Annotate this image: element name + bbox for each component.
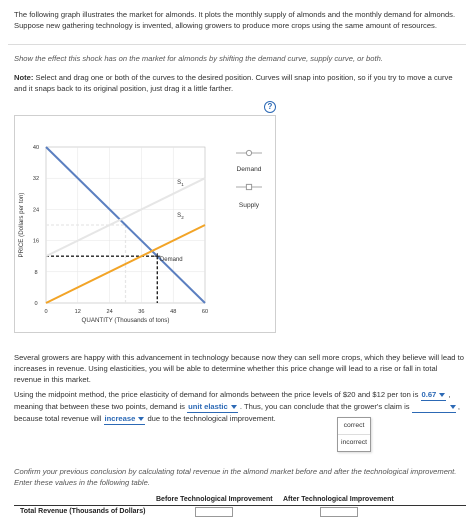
supply-demand-chart — [14, 115, 276, 333]
note-text — [14, 72, 466, 94]
note-label: Note: — [14, 73, 34, 82]
table-header-before: Before Technological Improvement — [156, 496, 273, 503]
y-tick-label: 0 — [34, 301, 38, 307]
x-axis-label: QUANTITY (Thousands of tons) — [81, 317, 170, 324]
legend-supply-marker — [246, 184, 251, 189]
table-row-label: Total Revenue (Thousands of Dollars) — [20, 508, 146, 515]
x-tick-label: 36 — [138, 309, 145, 315]
legend-supply-label: Supply — [238, 202, 260, 209]
x-tick-label: 24 — [106, 309, 113, 315]
divider — [8, 44, 466, 45]
elasticity-value-select[interactable] — [421, 389, 447, 401]
after-revenue-input[interactable] — [320, 507, 358, 517]
x-tick-label: 48 — [170, 309, 177, 315]
elasticity-value: 0.67 — [421, 390, 437, 399]
intro-text: The following graph illustrates the market for almonds. It plots the monthly supply of almonds and the monthly demand for almonds. Suppose new gathering technology is invented, allowing growers to produce more crops using the same amount of resources. — [14, 10, 456, 30]
x-tick-label: 0 — [44, 309, 48, 315]
revenue-change-value: increase — [104, 414, 136, 423]
demand-elasticity-select[interactable] — [187, 401, 238, 413]
revenue-change-select[interactable] — [104, 413, 146, 425]
dropdown-option-incorrect[interactable]: incorrect — [340, 438, 368, 446]
claim-dropdown-menu — [337, 417, 371, 452]
elasticity-text-d: , because total revenue will — [14, 402, 460, 423]
curve-label-s2: $S_2$ — [177, 213, 184, 221]
chevron-down-icon — [231, 405, 237, 409]
claim-select[interactable] — [412, 401, 456, 413]
instruction-text: Show the effect this shock has on the market for almonds by shifting the demand curve, supply curve, or both. — [14, 54, 383, 63]
curve-label-demand: Demand — [159, 256, 183, 263]
elasticity-text-b: , meaning that between these two points, demand is — [14, 390, 451, 411]
y-tick-label: 8 — [34, 269, 38, 276]
table-header-after: After Technological Improvement — [283, 496, 394, 503]
dropdown-option-correct[interactable]: correct — [338, 418, 370, 435]
curve-label-s1: $S_1$ — [177, 180, 184, 188]
chevron-down-icon — [138, 417, 144, 421]
x-tick-label: 12 — [74, 309, 81, 315]
x-tick-label: 60 — [201, 309, 209, 315]
help-icon[interactable]: ? — [264, 101, 276, 113]
before-revenue-input[interactable] — [195, 507, 233, 517]
elasticity-text-a: Using the midpoint method, the price elasticity of demand for almonds between the price levels of $20 and $12 per ton is — [14, 390, 421, 399]
demand-elasticity-value: unit elastic — [188, 402, 228, 411]
paragraph-confirm: Confirm your previous conclusion by calculating total revenue in the almond market before and after the technological improvement. Enter these values in the following table. — [14, 467, 457, 487]
legend-demand-label: Demand — [236, 166, 262, 173]
y-tick-label: 24 — [32, 207, 40, 214]
chevron-down-icon — [439, 393, 445, 397]
elasticity-text-e: due to the technological improvement. — [145, 414, 276, 423]
paragraph-elasticity — [14, 389, 466, 425]
y-tick-label: 40 — [32, 145, 40, 151]
elasticity-text-c: . Thus, you can conclude that the grower's claim is — [237, 402, 412, 411]
y-tick-label: 32 — [32, 176, 40, 183]
y-axis-label: PRICE (Dollars per ton) — [18, 192, 25, 258]
y-tick-label: 16 — [32, 238, 40, 245]
legend-demand-marker — [246, 150, 251, 155]
paragraph-explanation: Several growers are happy with this advancement in technology because now they can sell more crops, which they believe will lead to increases in revenue. Using elasticities, you will be able to determine whether this price change will lead to a rise or fall in total revenue in this market. — [14, 353, 464, 384]
note-body: Select and drag one or both of the curves to the desired position. Curves will snap into position, so if you try to move a curve and it snaps back to its original position, just drag it a little farther. — [14, 73, 453, 93]
